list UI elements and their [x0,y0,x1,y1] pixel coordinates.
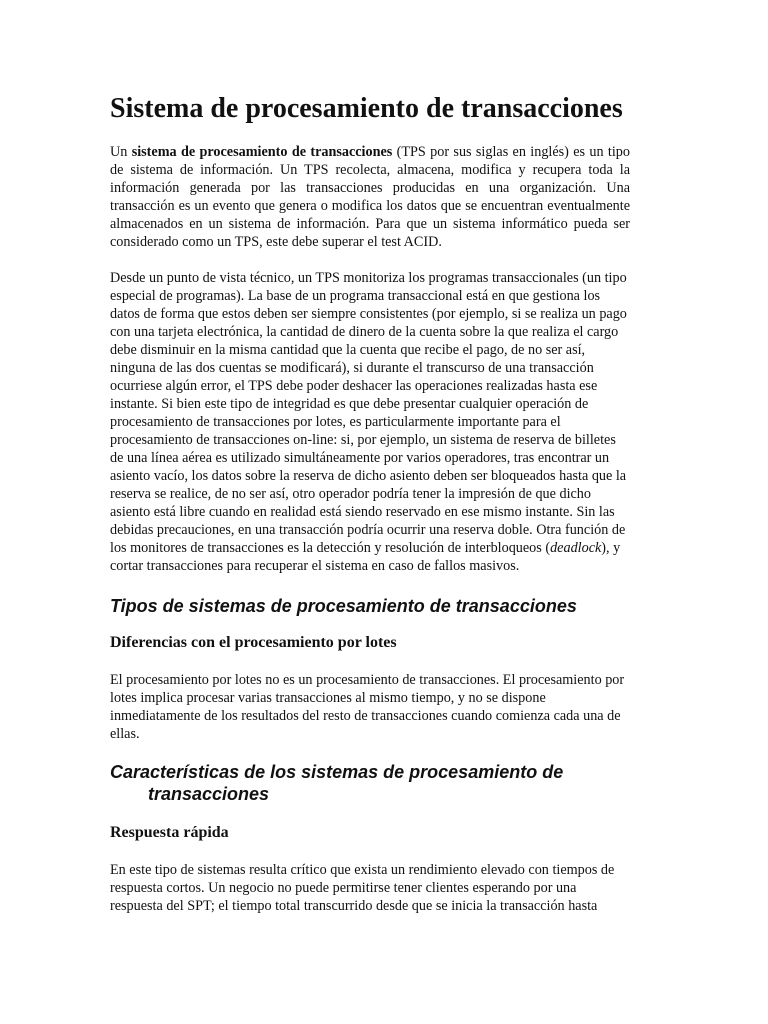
intro-term: sistema de procesamiento de transacciones [131,144,393,160]
technical-text-end: ), y cortar transacciones para recuperar el sistema en caso de fallos masivos. [110,540,621,574]
intro-rest: (TPS por sus siglas en inglés) es un tipo de sistema de información. Un TPS recolecta, almacena, modifica y recupera toda la información generada por las transacciones producidas en una organización. Una transacción es un evento que genera o modifica los datos que se encuentran eventualmente almacenados en un sistema de información. Para que un sistema informático pueda ser considerado como un TPS, este debe superar el test ACID. [110,144,630,250]
document-content [110,92,630,915]
page-title: Sistema de procesamiento de transacciones [110,93,623,124]
batch-paragraph: El procesamiento por lotes no es un procesamiento de transacciones. El procesamiento por lotes implica procesar varias transacciones al mismo tiempo, y no se dispone inmediatamente de los resultados del resto de transacciones cuando comienza cada una de ellas. [110,672,625,742]
intro-lead: Un [110,144,132,160]
fast-response-paragraph: En este tipo de sistemas resulta crítico que exista un rendimiento elevado con tiempos de respuesta cortos. Un negocio no puede permitirse tener clientes esperando por una respuesta del SPT; el tiempo total transcurrido desde que se inicia la transacción hasta [110,862,615,914]
technical-text: Desde un punto de vista técnico, un TPS monitoriza los programas transaccionales (un tipo especial de programas). La base de un programa transaccional está en que gestiona los datos de forma que estos deben ser siempre consistentes (por ejemplo, si se realiza un pago con una tarjeta electrónica, la cantidad de dinero de la cuenta sobre la que realiza el cargo debe disminuir en la misma cantidad que la cuenta que recibe el pago, de no ser así, ninguna de las dos cuentas se modificará), si durante el transcurso de una transacción ocurriese algún error, el TPS debe poder deshacer las operaciones realizadas hasta ese instante. Si bien este tipo de integridad es que debe presentar cualquier operación de procesamiento de transacciones por lotes, es particularmente importante para el procesamiento de transacciones on-line: si, por ejemplo, un sistema de reserva de billetes de una línea aérea es utilizado simultáneamente por varios operadores, tras encontrar un asiento vacío, los datos sobre la reserva de dicho asiento deben ser bloqueados hasta que la reserva se realice, de no ser así, otro operador podría tener la impresión de que dicho asiento está libre cuando en realidad está siendo reservado en ese mismo instante. Sin las debidas precauciones, en una transacción podría ocurrir una reserva doble. Otra función de los monitores de transacciones es la detección y resolución de interbloqueos ( [110,270,627,556]
section-heading-characteristics: Características de los sistemas de procesamiento de transacciones [110,762,564,804]
deadlock-term: deadlock [550,540,602,556]
intro-paragraph [110,143,630,251]
technical-paragraph [110,269,630,575]
section-heading-types: Tipos de sistemas de procesamiento de transacciones [110,596,577,616]
subheading-batch-differences: Diferencias con el procesamiento por lotes [110,634,397,651]
subheading-fast-response: Respuesta rápida [110,824,229,841]
